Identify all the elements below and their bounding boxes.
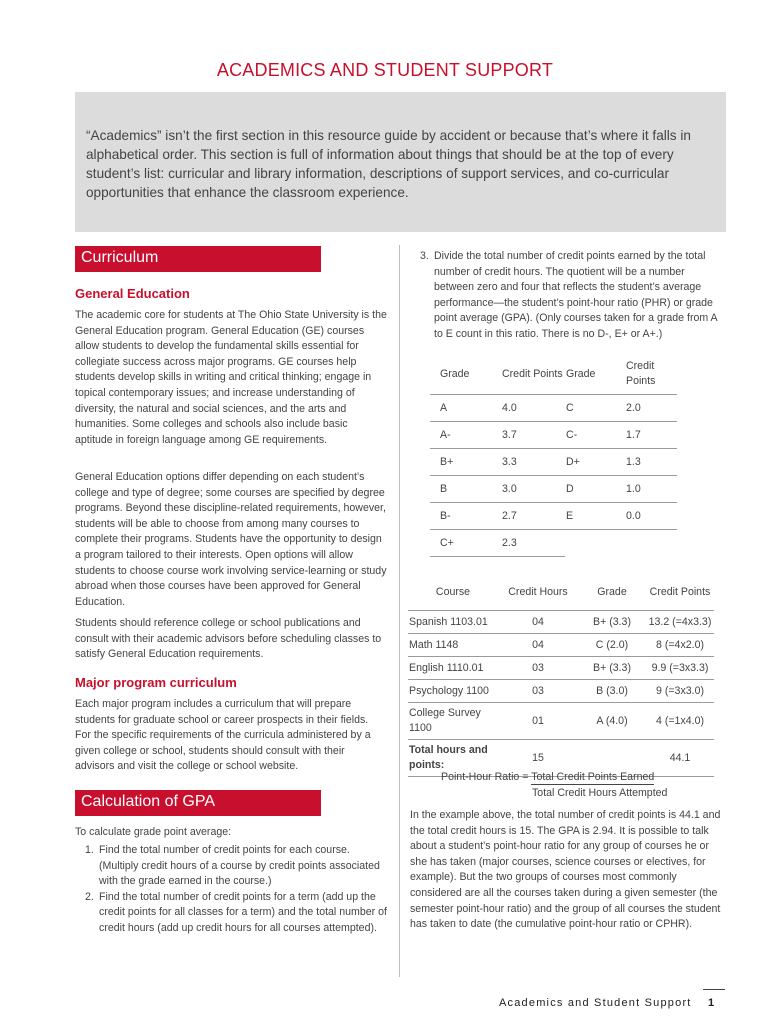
table-cell: C <box>565 395 625 422</box>
table-cell: 04 <box>498 611 578 634</box>
ratio-formula <box>441 771 654 783</box>
column-header: Credit Points <box>625 354 677 395</box>
table-cell: 13.2 (=4x3.3) <box>646 611 714 634</box>
column-divider <box>399 245 400 977</box>
page-title: ACADEMICS AND STUDENT SUPPORT <box>216 60 554 80</box>
gpa-heading: Calculation of GPA <box>75 790 321 816</box>
gpa-step <box>75 843 387 890</box>
table-cell: B (3.0) <box>578 680 646 703</box>
table-row <box>430 422 677 449</box>
table-cell <box>625 530 677 557</box>
table-cell: Math 1148 <box>408 634 498 657</box>
footer-section-name: Academics and Student Support <box>499 997 692 1009</box>
total-points: 44.1 <box>646 740 714 777</box>
table-header-row <box>430 354 677 395</box>
table-cell: A (4.0) <box>578 703 646 740</box>
table-cell: Psychology 1100 <box>408 680 498 703</box>
table-cell: English 1110.01 <box>408 657 498 680</box>
table-cell: Spanish 1103.01 <box>408 611 498 634</box>
table-cell: 2.3 <box>501 530 565 557</box>
table-cell: C+ <box>430 530 501 557</box>
table-cell: 4.0 <box>501 395 565 422</box>
table-cell: 3.3 <box>501 449 565 476</box>
table-row <box>430 449 677 476</box>
major-program-heading: Major program curriculum <box>75 675 237 690</box>
gpa-step-number: 1. <box>85 844 94 856</box>
table-row <box>408 657 714 680</box>
table-header-row <box>408 574 714 611</box>
table-cell: 9 (=3x3.0) <box>646 680 714 703</box>
ratio-denominator: Total Credit Hours Attempted <box>532 787 668 799</box>
gpa-step-text: Find the total number of credit points for a term (add up the credit points for all classes for a term) and the total number of credit hours (add up credit hours for all courses attempted). <box>99 890 387 934</box>
table-row <box>430 503 677 530</box>
general-education-heading: General Education <box>75 286 190 301</box>
column-header: Credit Points <box>501 354 565 395</box>
intro-text: “Academics” isn’t the first section in this resource guide by accident or because that’s where it falls in alphabetical order. This section is full of information about things that should be at the top of every student’s list: curricular and library information, descriptions of support services, and co-curricular opportunities that enhance the classroom experience. <box>86 128 691 200</box>
table-row <box>430 530 677 557</box>
table-cell: 03 <box>498 657 578 680</box>
general-education-paragraph-1: The academic core for students at The Ohio State University is the General Education program. General Education (GE) courses allow students to develop the fundamental skills essential for collegiate success across major programs. GE courses help students develop skills in writing and critical thinking; engage in topical contemporary issues; and increase understanding of diversity, the natural and social sciences, and the arts and humanities. Some colleges and schools also include basic aptitude in foreign language among GE requirements. <box>75 309 387 446</box>
column-header: Grade <box>430 354 501 395</box>
table-cell: 3.7 <box>501 422 565 449</box>
table-cell: C- <box>565 422 625 449</box>
table-cell: B+ <box>430 449 501 476</box>
table-cell: 1.7 <box>625 422 677 449</box>
gpa-steps-list-continued <box>410 249 726 343</box>
table-cell: College Survey 1100 <box>408 703 498 740</box>
column-header: Credit Hours <box>498 574 578 611</box>
table-row <box>408 703 714 740</box>
table-cell: 1.0 <box>625 476 677 503</box>
column-header: Course <box>408 574 498 611</box>
general-education-paragraph-2: General Education options differ depending on each student’s college and type of degree; some courses are specified by degree programs. Beyond these discipline-related requirements, however, students will be able to choose from among many courses to complete their programs. Students have the opportunity to design a program tailored to their interests. Open options will allow students to choose course work involving service-learning or study abroad when those courses have been approved for General Education. <box>75 471 387 608</box>
table-cell: 2.0 <box>625 395 677 422</box>
table-row <box>408 680 714 703</box>
example-paragraph: In the example above, the total number of credit points is 44.1 and the total credit hours is 15. The GPA is 2.94. It is possible to talk about a student’s point-hour ratio for any group of courses he or she has taken (major courses, science courses or electives, for example). But the two groups of courses most commonly considered are all the courses taken during a given semester (the semester point-hour ratio) and the group of all courses the student has taken to date (the cumulative point-hour ratio or CPHR). <box>410 809 721 931</box>
ratio-numerator: Total Credit Points Earned <box>531 771 655 783</box>
gpa-step-text: Find the total number of credit points for each course. (Multiply credit hours of a course by credit points associated with the grade earned in the course.) <box>99 844 380 888</box>
gpa-steps-list <box>75 843 387 937</box>
table-row <box>430 476 677 503</box>
table-cell: 0.0 <box>625 503 677 530</box>
total-label: Total hours and points: <box>408 740 498 777</box>
table-cell: B- <box>430 503 501 530</box>
table-cell: D+ <box>565 449 625 476</box>
table-cell: 4 (=1x4.0) <box>646 703 714 740</box>
table-cell: 01 <box>498 703 578 740</box>
gpa-step-number: 3. <box>420 250 429 262</box>
table-cell: B+ (3.3) <box>578 657 646 680</box>
table-cell <box>565 530 625 557</box>
table-cell: E <box>565 503 625 530</box>
table-row <box>408 611 714 634</box>
table-cell: 3.0 <box>501 476 565 503</box>
table-cell: C (2.0) <box>578 634 646 657</box>
gpa-step-number: 2. <box>85 890 94 903</box>
gpa-step <box>75 890 387 937</box>
table-row <box>408 634 714 657</box>
table-cell: 8 (=4x2.0) <box>646 634 714 657</box>
grade-points-table <box>430 354 677 557</box>
footer-rule <box>703 989 725 990</box>
gpa-lead: To calculate grade point average: <box>75 826 232 838</box>
table-row <box>430 395 677 422</box>
column-header: Grade <box>578 574 646 611</box>
table-cell: 1.3 <box>625 449 677 476</box>
gpa-step <box>410 249 726 343</box>
table-cell: D <box>565 476 625 503</box>
table-cell: 2.7 <box>501 503 565 530</box>
column-header: Grade <box>565 354 625 395</box>
general-education-paragraph-3: Students should reference college or school publications and consult with their academic advisors before scheduling classes to satisfy General Education requirements. <box>75 617 382 661</box>
ratio-label: Point-Hour Ratio = <box>441 771 532 783</box>
table-cell: 04 <box>498 634 578 657</box>
gpa-step-text: Divide the total number of credit points earned by the total number of credit hours. The quotient will be a number between zero and four that reflects the student’s average performance—the student’s point-hour ratio (PHR) or grade point average (GPA). (Only courses taken for a grade from A to E count in this ratio. There is no D-, E+ or A+.) <box>434 250 718 340</box>
table-cell: A <box>430 395 501 422</box>
curriculum-heading: Curriculum <box>75 246 321 272</box>
intro-box <box>75 92 726 232</box>
major-program-paragraph: Each major program includes a curriculum that will prepare students for graduate school or career prospects in their fields. For the specific requirements of the curricula administered by a given college or school, students should consult with their advisors and visit the college or school website. <box>75 698 371 773</box>
table-cell: 03 <box>498 680 578 703</box>
table-cell: 9.9 (=3x3.3) <box>646 657 714 680</box>
column-header: Credit Points <box>646 574 714 611</box>
course-example-table <box>408 574 714 777</box>
total-hours: 15 <box>498 740 578 777</box>
table-cell: A- <box>430 422 501 449</box>
table-cell: B+ (3.3) <box>578 611 646 634</box>
table-cell: B <box>430 476 501 503</box>
page-number: 1 <box>708 997 715 1009</box>
